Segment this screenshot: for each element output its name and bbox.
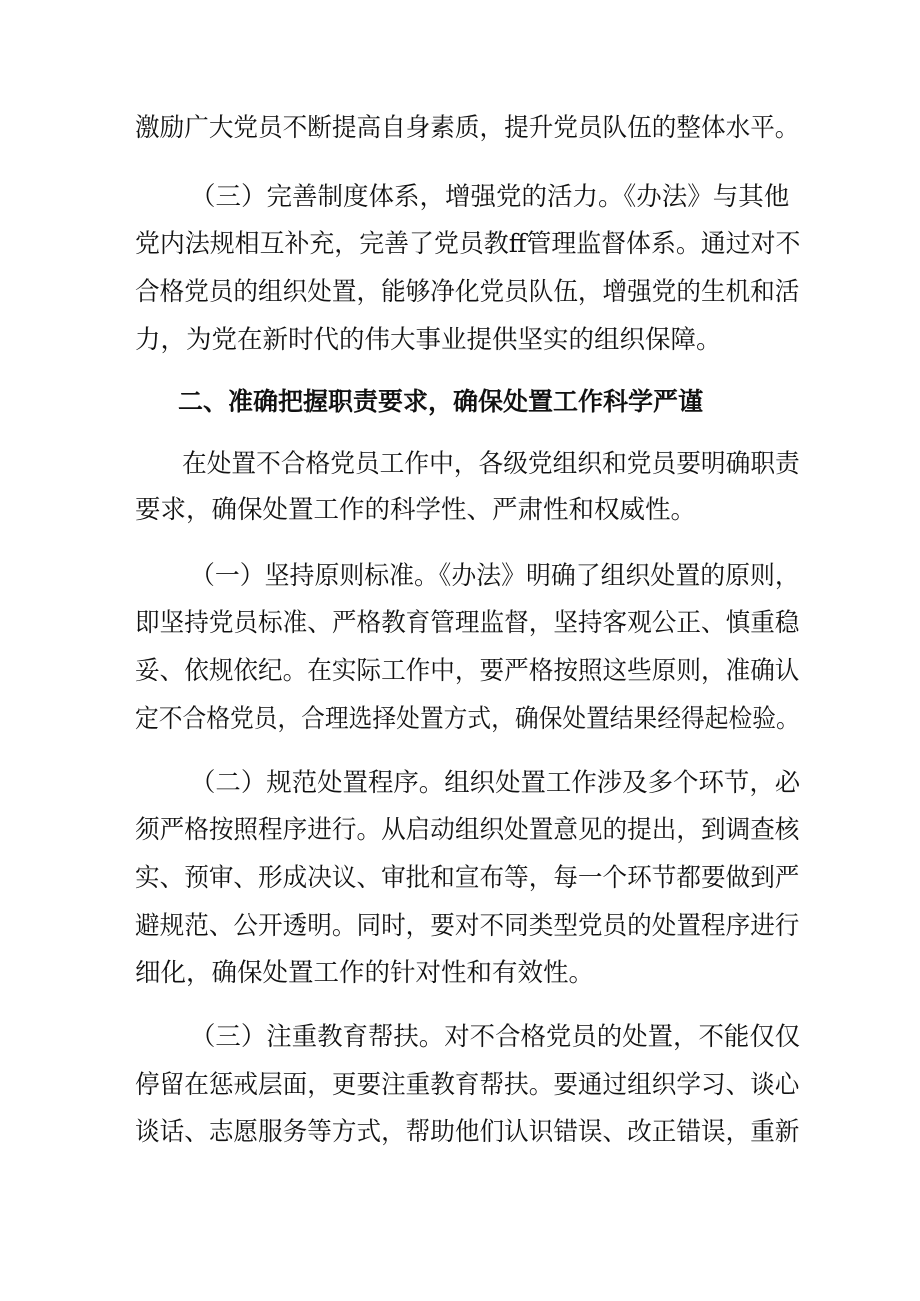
line-text: （三）注重教育帮扶。对不合格党员的处置，不能仅仅 [190,1022,801,1052]
paragraph-line [0,651,920,691]
paragraph-line [0,1065,920,1105]
line-text: 定不合格党员，合理选择处置方式，确保处置结果经得起检验。 [135,704,800,734]
line-text: 谈话、志愿服务等方式，帮助他们认识错误、改正错误，重新 [135,1117,800,1147]
line-text: 实、预审、形成决议、审批和宣布等，每一个环节都要做到严 [135,863,800,893]
paragraph-line [0,1112,920,1152]
line-text: 停留在惩戒层面，更要注重教育帮扶。要通过组织学习、谈心 [135,1070,800,1100]
paragraph-line [0,1017,920,1057]
paragraph-line [0,858,920,898]
line-text: 妥、依规依纪。在实际工作中，要严格按照这些原则，准确认 [135,656,800,686]
paragraph-line [0,810,920,850]
line-text: 须严格按照程序进行。从启动组织处置意见的提出，到调查核 [135,815,800,845]
paragraph-line [0,320,920,360]
section-heading-text: 二、准确把握职责要求，确保处置工作科学严谨 [178,387,704,416]
paragraph-line [0,224,920,264]
paragraph-line [0,603,920,643]
line-text: 力，为党在新时代的伟大事业提供坚实的组织保障。 [135,325,722,355]
line-text: （一）坚持原则标准。《办法》明确了组织处置的原则， [190,561,800,591]
line-text: 即坚持党员标准、严格教育管理监督，坚持客观公正、慎重稳 [135,608,800,638]
paragraph-line [0,699,920,739]
line-text: 要求，确保处置工作的科学性、严肃性和权威性。 [135,495,697,525]
line-text: 在处置不合格党员工作中，各级党组织和党员要明确职责 [182,449,800,479]
paragraph-line [0,953,920,993]
paragraph-line [0,763,920,803]
line-text: 合格党员的组织处置，能够净化党员队伍，增强党的生机和活 [135,277,800,307]
paragraph-line [0,177,920,217]
line-text: （三）完善制度体系，增强党的活力。《办法》与其他 [190,182,790,212]
paragraph-line [0,490,920,530]
line-text: （二）规范处置程序。组织处置工作涉及多个环节，必 [190,768,801,798]
line-text: 党内法规相互补充，完善了党员教ff管理监督体系。通过对不 [135,229,801,259]
section-heading [0,382,920,422]
paragraph-line [0,906,920,946]
line-text: 激励广大党员不断提高自身素质，提升党员队伍的整体水平。 [135,113,800,143]
paragraph-line [0,108,920,148]
line-text: 细化，确保处置工作的针对性和有效性。 [135,958,595,988]
paragraph-line [0,272,920,312]
line-text: 避规范、公开透明。同时，要对不同类型党员的处置程序进行 [135,911,800,941]
paragraph-line [0,556,920,596]
paragraph-line [0,444,920,484]
